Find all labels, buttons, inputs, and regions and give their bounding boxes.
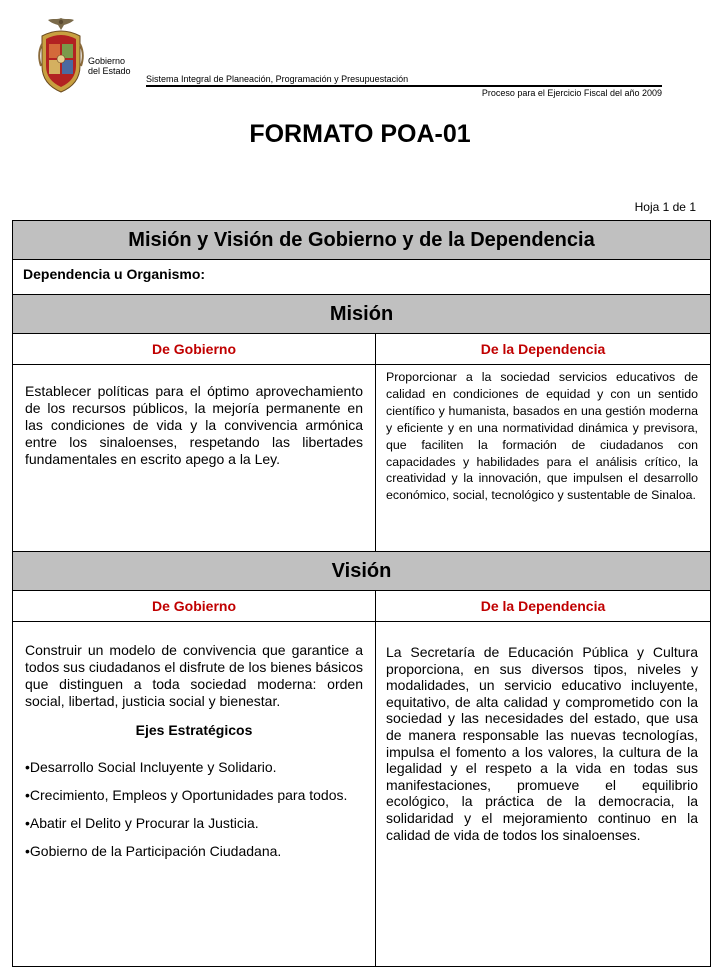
document-title: FORMATO POA-01: [249, 120, 471, 148]
mision-dependencia-text: [376, 365, 711, 552]
poa-form-table: [12, 220, 711, 967]
header-rule: [146, 85, 662, 87]
mision-col-dependencia: De la Dependencia: [376, 334, 711, 365]
eje-item: •Desarrollo Social Incluyente y Solidario.: [25, 759, 277, 775]
system-name: Sistema Integral de Planeación, Programación y Presupuestación: [146, 74, 409, 84]
vision-gobierno-cell: [13, 622, 376, 967]
form-main-title: Misión y Visión de Gobierno y de la Dependencia: [13, 221, 711, 260]
vision-col-dependencia: De la Dependencia: [376, 591, 711, 622]
government-label-line2: del Estado: [88, 66, 131, 76]
vision-gobierno-paragraph: Construir un modelo de convivencia que garantice a todos sus ciudadanos el disfrute de los bienes básicos que distinguen a toda sociedad moderna: orden social, libertad, justicia social y bienestar.: [25, 642, 363, 709]
eje-item: •Gobierno de la Participación Ciudadana.: [25, 843, 282, 859]
vision-dependencia-text: [376, 622, 711, 967]
eje-item: •Crecimiento, Empleos y Oportunidades para todos.: [25, 787, 348, 803]
government-label-line1: Gobierno: [88, 56, 126, 66]
state-seal-logo: [36, 14, 86, 96]
eje-item: •Abatir el Delito y Procurar la Justicia.: [25, 815, 259, 831]
vision-section-title: Visión: [13, 552, 711, 591]
vision-col-gobierno: De Gobierno: [13, 591, 376, 622]
dependency-label: Dependencia u Organismo:: [13, 260, 711, 295]
mision-gobierno-text: [13, 365, 376, 552]
page-info: Hoja 1 de 1: [634, 200, 696, 214]
mision-dependencia-paragraph: Proporcionar a la sociedad servicios educativos de calidad en condiciones de equidad y con un sentido científico y humanista, basados en una gestión moderna y eficiente y en una normatividad dinámica y previsora, que faciliten la formación de ciudadanos con capacidades y habilidades para el análisis crítico, la creatividad y la innovación, que impulsen el desarrollo económico, social, tecnológico y sustentable de Sinaloa.: [386, 370, 698, 503]
ejes-estrategicos-title: Ejes Estratégicos: [135, 722, 253, 738]
vision-dependencia-paragraph: La Secretaría de Educación Pública y Cultura proporciona, en sus diversos tipos, niveles y modalidades, un servicio educativo incluyente, equitativo, de alta calidad y comprometido con la sociedad y las necesidades del estado, que usa de manera responsable las nuevas tecnologías, impulsa el fomento a los valores, la cultura de la legalidad y el respeto a la vida en todas sus manifestaciones, promueve el equilibrio ecológico, la práctica de la democracia, la solidaridad y el mejoramiento continuo en la calidad de vida de todos los sinaloenses.: [386, 644, 698, 843]
mision-section-title: Misión: [13, 295, 711, 334]
mision-col-gobierno: De Gobierno: [13, 334, 376, 365]
government-label: [88, 56, 131, 76]
process-year-text: Proceso para el Ejercicio Fiscal del año 2009: [481, 88, 662, 98]
mision-gobierno-paragraph: Establecer políticas para el óptimo aprovechamiento de los recursos públicos, la mejoría permanente en las condiciones de vida y la convivencia armónica entre los sinaloenses, respetando las libertades fundamentales en escrito apego a la Ley.: [25, 383, 363, 467]
